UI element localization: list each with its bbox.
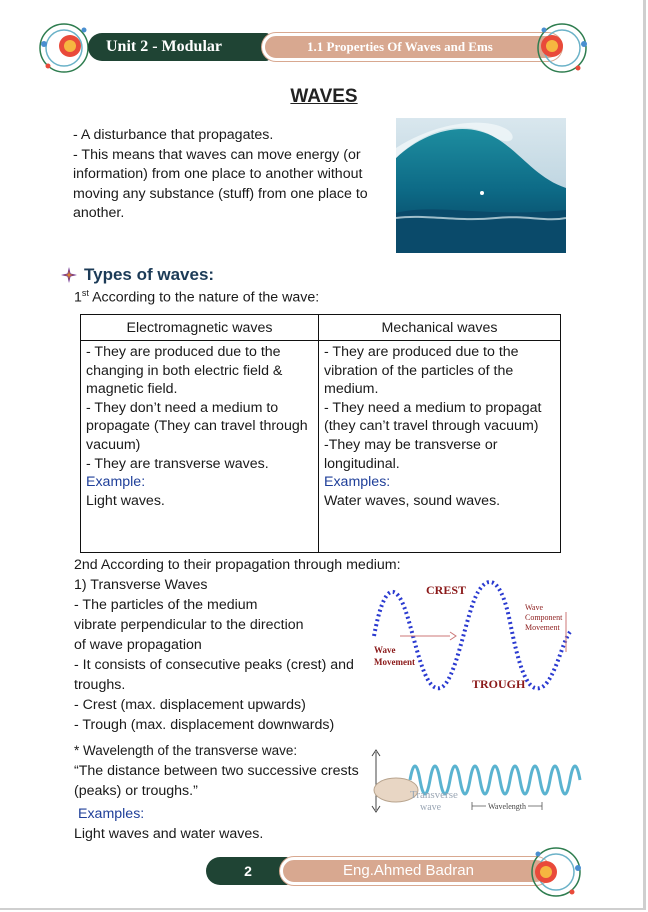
propagation-text [74, 595, 364, 695]
prop-line: - Crest (max. displacement upwards) [74, 697, 306, 713]
wave-movement-1: Wave [374, 645, 396, 655]
em-cell [81, 341, 319, 553]
footer-ornament [526, 846, 588, 900]
mech-example: Water waves, sound waves. [324, 492, 501, 509]
wavelength-intro: * Wavelength of the transverse wave: [74, 743, 298, 758]
intro-line: - A disturbance that propagates. [73, 127, 274, 143]
em-line: - They are produced due to the changing in both electric field & magnetic field. [86, 344, 283, 398]
prop-line: of wave propagation [74, 637, 202, 653]
page-title: WAVES [290, 86, 358, 107]
trough-label: TROUGH [472, 677, 526, 691]
intro-text [73, 126, 388, 224]
wavelength-image-label: Wavelength [487, 802, 527, 811]
section-label: 1.1 Properties Of Waves and Ems [262, 33, 562, 61]
prop-line: vibrate perpendicular to the direction [74, 617, 304, 633]
types-heading [60, 265, 214, 285]
examples-label: Examples: [78, 806, 145, 822]
header-em: Electromagnetic waves [81, 315, 319, 341]
prop-line: - The particles of the medium [74, 597, 258, 613]
types-heading-text: Types of waves: [84, 265, 215, 284]
mech-line: -They may be transverse or longitudinal. [324, 436, 498, 472]
examples-text: Light waves and water waves. [74, 826, 264, 842]
transverse-wave-diagram [370, 572, 578, 700]
intro-line: - This means that waves can move energy (or information) from one place to another without moving any substance (stuff) from one place to another. [73, 146, 368, 221]
nature-rest: According to the nature of the wave: [88, 289, 320, 306]
nature-prefix: 1 [74, 289, 82, 306]
em-example: Light waves. [86, 492, 165, 509]
nature-sup: st [81, 288, 89, 298]
em-line: - They don’t need a medium to propagate (They can travel through vacuum) [86, 399, 308, 453]
wave-movement-2: Movement [374, 657, 415, 667]
transverse-label-2: wave [420, 802, 442, 813]
component-2: Component [525, 613, 563, 622]
wavelength-quote: “The distance between two successive crests (peaks) or troughs.” [74, 763, 359, 799]
nature-subheading [74, 288, 319, 306]
header-left-ornament [34, 22, 96, 76]
page-number: 2 [206, 857, 290, 885]
propagation-heading: 2nd According to their propagation through medium: [74, 557, 401, 573]
wavelength-section [74, 741, 364, 844]
header-mechanical: Mechanical waves [319, 315, 561, 341]
mechanical-cell [319, 341, 561, 553]
table-header-row [81, 315, 561, 341]
component-1: Wave [525, 603, 544, 612]
transverse-label-1: Transverse [410, 789, 458, 801]
mech-line: - They need a medium to propagat (they can’t travel through vacuum) [324, 399, 542, 435]
author-name: Eng.Ahmed Badran [280, 857, 550, 885]
ocean-wave-photo [396, 118, 566, 253]
comparison-table [80, 314, 561, 553]
sparkle-bullet-icon [60, 266, 78, 284]
mech-line: - They are produced due to the vibration of the particles of the medium. [324, 344, 519, 398]
unit-label: Unit 2 - Modular [88, 33, 270, 61]
crest-label: CREST [426, 583, 467, 597]
prop-line: - It consists of consecutive peaks (crest) and troughs. [74, 657, 354, 693]
component-3: Movement [525, 623, 560, 632]
transverse-wave-illustration [362, 740, 582, 822]
em-example-label: Example: [86, 474, 146, 491]
mech-example-label: Examples: [324, 474, 391, 491]
transverse-subheading: 1) Transverse Waves [74, 577, 208, 593]
prop-line: - Trough (max. displacement downwards) [74, 717, 335, 733]
table-row [81, 341, 561, 553]
header-right-ornament [532, 22, 594, 76]
em-line: - They are transverse waves. [86, 455, 269, 472]
